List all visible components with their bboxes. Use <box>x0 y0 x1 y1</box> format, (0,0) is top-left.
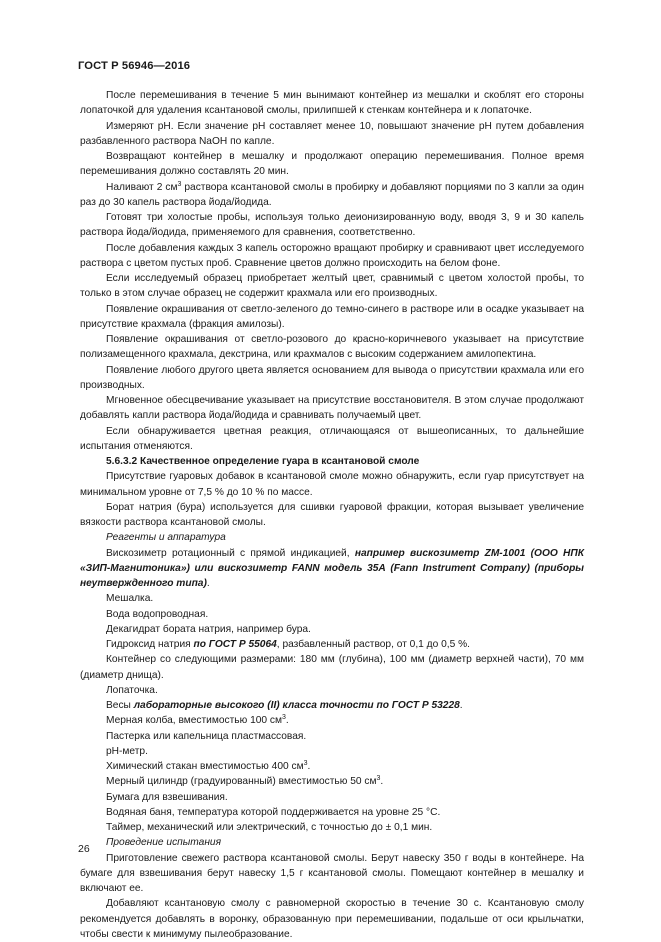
paragraph: Готовят три холостые пробы, используя только деионизированную воду, вводя 3, 9 и 30 капель раствора йода/йодида, применяемого для сравнения, соответственно. <box>80 212 584 239</box>
superscript: 3 <box>376 775 381 783</box>
paragraph <box>80 546 584 592</box>
text-run: , разбавленный раствор, от 0,1 до 0,5 %. <box>276 639 470 650</box>
list-item: Бумага для взвешивания. <box>106 791 228 803</box>
text-run: . <box>459 700 463 711</box>
paragraph: Приготовление свежего раствора ксантановой смолы. Берут навеску 350 г воды в контейнере. На бумаге для взвешивания берут навеску 1,5 г ксантановой смолы. Помещают контейнер в мешалку и включают ее. <box>80 852 584 894</box>
text-run: Гидроксид натрия <box>106 639 194 650</box>
paragraph: Появление любого другого цвета является основанием для вывода о присутствии крахмала или его производных. <box>80 364 584 391</box>
subsection-heading-test: Проведение испытания <box>106 837 222 849</box>
list-item: Пастерка или капельница пластмассовая. <box>106 730 307 742</box>
emphasis-text: по ГОСТ Р 55064 <box>193 639 277 650</box>
list-item: рН-метр. <box>106 745 148 757</box>
paragraph <box>80 180 584 211</box>
superscript: 3 <box>177 180 182 188</box>
paragraph: Измеряют рН. Если значение рН составляет менее 10, повышают значение рН путем добавления разбавленного раствора NaOH по капле. <box>80 120 584 147</box>
list-item: Вода водопроводная. <box>106 608 209 620</box>
page-number: 26 <box>78 843 90 855</box>
text-run: Весы <box>106 700 134 711</box>
text-run: раствора ксантановой смолы в пробирку и добавляют порциями по 3 капли за один раз до 30 капель раствора йода/йодида. <box>80 181 584 208</box>
paragraph: После перемешивания в течение 5 мин вынимают контейнер из мешалки и скоблят его стороны лопаточкой для удаления ксантановой смолы, прилипшей к стенкам контейнера и к лопаточке. <box>80 90 584 117</box>
text-run: . <box>206 578 210 589</box>
text-run: . <box>307 761 311 772</box>
paragraph: Присутствие гуаровых добавок в ксантановой смоле можно обнаружить, если гуар присутствует на минимальном уровне от 7,5 % до 10 % по массе. <box>80 471 584 498</box>
paragraph: Появление окрашивания от светло-зеленого до темно-синего в растворе или в осадке указывает на присутствие крахмала (фракция амилозы). <box>80 303 584 330</box>
paragraph: Если обнаруживается цветная реакция, отличающаяся от вышеописанных, то дальнейшие испытания отменяются. <box>80 425 584 452</box>
text-run: Химический стакан вместимостью 400 см <box>106 761 304 772</box>
list-item <box>80 698 584 713</box>
text-run: Вискозиметр ротационный с прямой индикацией, <box>106 547 355 559</box>
list-item <box>80 759 584 774</box>
text-run: . <box>380 776 384 788</box>
list-item <box>80 637 584 652</box>
list-item: Таймер, механический или электрический, с точностью до ± 0,1 мин. <box>106 822 433 833</box>
paragraph: Борат натрия (бура) используется для сшивки гуаровой фракции, которая вызывает увеличение вязкости раствора ксантановой смолы. <box>80 501 584 528</box>
emphasis-text: лабораторные высокого (II) класса точности по ГОСТ Р 53228 <box>133 700 460 711</box>
document-body <box>80 88 584 942</box>
list-item: Контейнер со следующими размерами: 180 мм (глубина), 100 мм (диаметр верхней части), 70 мм (диаметр днища). <box>80 654 584 681</box>
paragraph: Если исследуемый образец приобретает желтый цвет, сравнимый с цветом холостой пробы, то только в этом случае образец не содержит крахмала или его производных. <box>80 273 584 300</box>
emphasis-text: например вискозиметр ZM-1001 (ООО НПК «ЗИП-Магнитоника») или вискозиметр FANN модель 35А (Fann Instrument Company) (приборы неутвержденного типа) <box>80 547 584 589</box>
superscript: 3 <box>303 760 308 767</box>
list-item <box>80 774 584 789</box>
section-heading: 5.6.3.2 Качественное определение гуара в ксантановой смоле <box>106 456 420 467</box>
paragraph: Появление окрашивания от светло-розового до красно-коричневого указывает на присутствие полизамещенного крахмала, декстрина, или крахмалов с высоким содержанием амилопектина. <box>80 334 584 361</box>
text-run: . <box>285 715 289 727</box>
list-item: Водяная баня, температура которой поддерживается на уровне 25 °С. <box>106 806 441 818</box>
text-run: Мерная колба, вместимостью 100 см <box>106 715 283 727</box>
paragraph: Добавляют ксантановую смолу с равномерной скоростью в течение 30 с. Ксантановую смолу рекомендуется добавлять в воронку, образованную при перемешивании, подальше от оси крыльчатки, чтобы свести к минимуму пылеобразование. <box>80 898 584 940</box>
list-item: Мешалка. <box>106 593 154 605</box>
text-run: Мерный цилиндр (градуированный) вместимостью 50 см <box>106 776 377 788</box>
text-run: Наливают 2 см <box>106 181 178 193</box>
paragraph: Мгновенное обесцвечивание указывает на присутствие восстановителя. В этом случае продолжают добавлять капли раствора йода/йодида и сравнивать получаемый цвет. <box>80 395 584 422</box>
subsection-heading-reagents: Реагенты и аппаратура <box>106 532 226 544</box>
paragraph: После добавления каждых 3 капель осторожно вращают пробирку и сравнивают цвет исследуемого раствора с цветом пустых проб. Сравнение цветов должно происходить на белом фоне. <box>80 242 584 269</box>
superscript: 3 <box>282 714 286 722</box>
list-item: Декагидрат бората натрия, например бура. <box>106 623 311 635</box>
document-header: ГОСТ Р 56946—2016 <box>78 60 191 72</box>
list-item: Лопаточка. <box>106 684 158 696</box>
list-item <box>80 713 584 728</box>
paragraph: Возвращают контейнер в мешалку и продолжают операцию перемешивания. Полное время перемешивания должно составлять 20 мин. <box>80 151 584 178</box>
